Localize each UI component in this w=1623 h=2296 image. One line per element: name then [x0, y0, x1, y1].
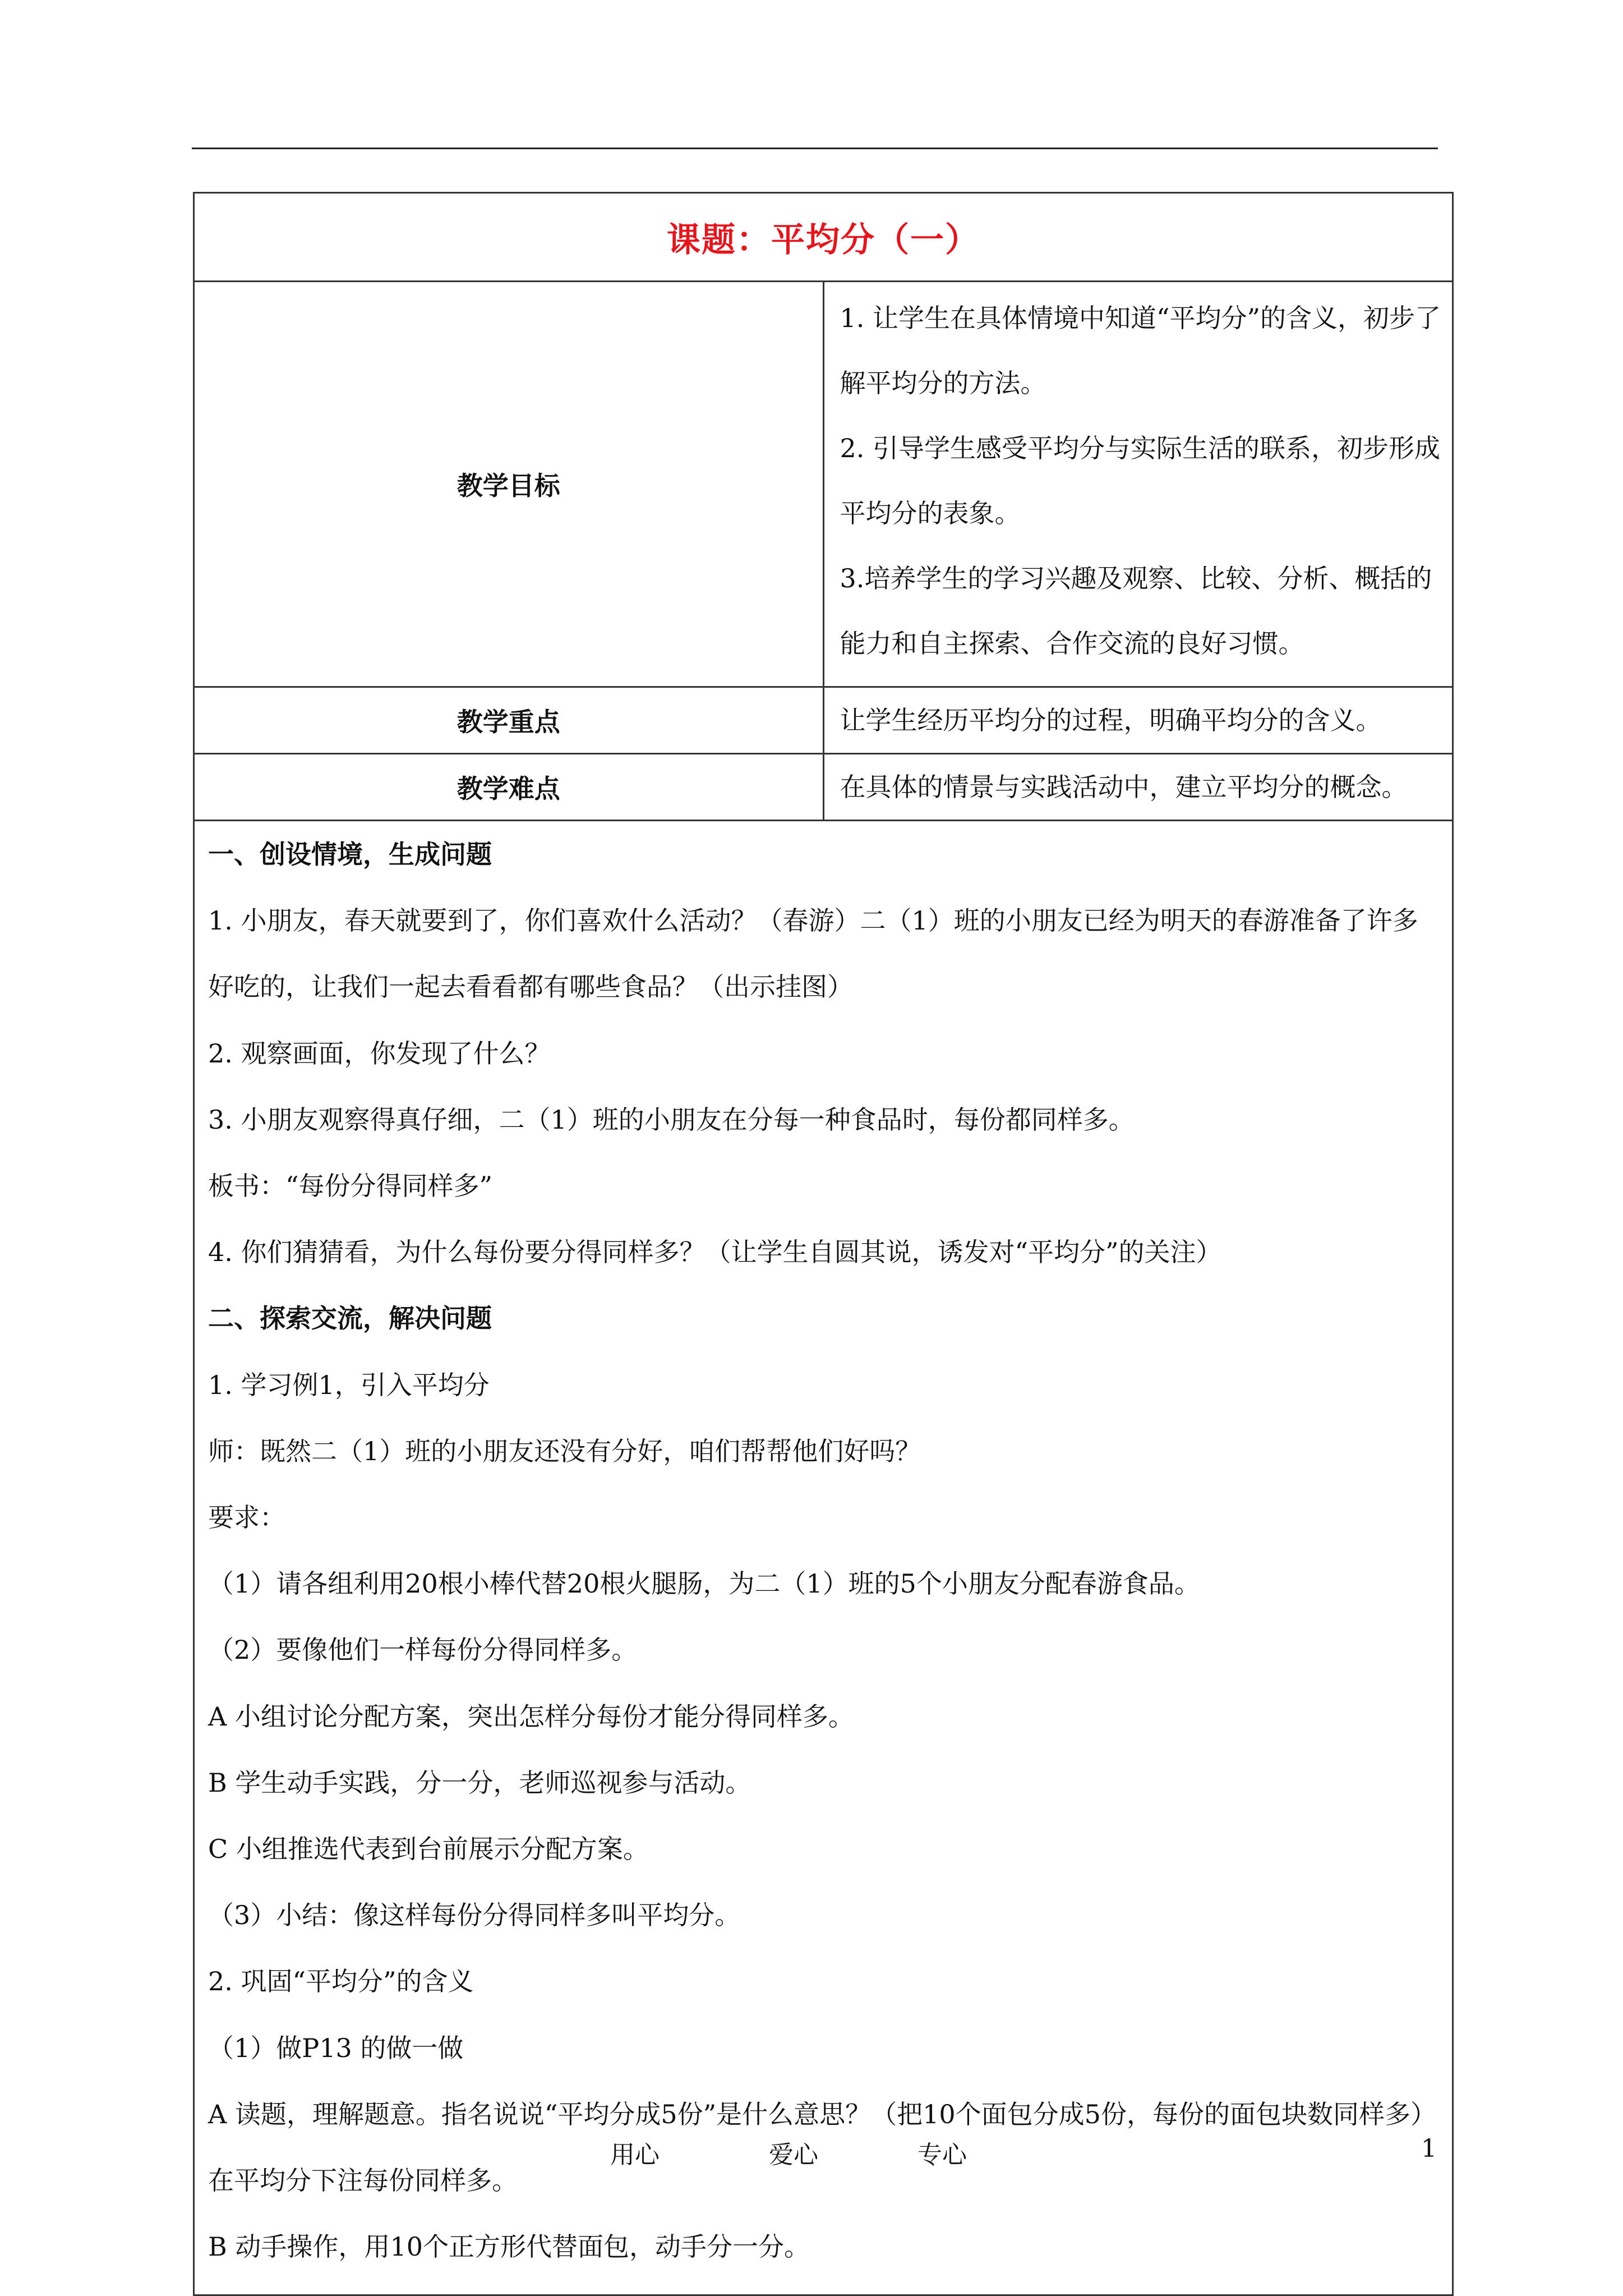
difficulty-label: 教学难点 — [194, 754, 824, 821]
process-line: B 动手操作，用10个正方形代替面包，动手分一分。 — [208, 2231, 810, 2262]
process-line: 师：既然二（1）班的小朋友还没有分好，咱们帮帮他们好吗？ — [208, 1435, 921, 1466]
process-line: 1. 小朋友，春天就要到了，你们喜欢什么活动？（春游）二（1）班的小朋友已经为明天的春游准备了许多好吃的，让我们一起去看看都有哪些食品？（出示挂图） — [208, 905, 1418, 1002]
section-heading: 一、创设情境，生成问题 — [208, 839, 492, 869]
footer-word: 用心 — [610, 2141, 660, 2169]
process-line: 板书：“每份分得同样多” — [208, 1171, 493, 1202]
goal-item: 2. 引导学生感受平均分与实际生活的联系，初步形成平均分的表象。 — [840, 433, 1441, 528]
page-number: 1 — [1421, 2134, 1437, 2163]
difficulty-content: 在具体的情景与实践活动中，建立平均分的概念。 — [823, 754, 1453, 821]
process-line: 要求： — [208, 1502, 285, 1533]
process-line: 1. 学习例1，引入平均分 — [208, 1369, 490, 1400]
process-line: （1）请各组利用20根小棒代替20根火腿肠，为二（1）班的5个小朋友分配春游食品。 — [208, 1568, 1200, 1599]
goals-content — [823, 282, 1453, 687]
process-line: 4. 你们猜猜看，为什么每份要分得同样多？（让学生自圆其说，诱发对“平均分”的关注） — [208, 1237, 1222, 1268]
process-line: 2. 巩固“平均分”的含义 — [208, 1966, 474, 1997]
key-point-label: 教学重点 — [194, 687, 824, 754]
footer-word: 专心 — [917, 2141, 967, 2169]
teaching-process — [194, 821, 1453, 2295]
goal-item: 3.培养学生的学习兴趣及观察、比较、分析、概括的能力和自主探索、合作交流的良好习惯。 — [840, 563, 1432, 659]
process-line: B 学生动手实践，分一分，老师巡视参与活动。 — [208, 1767, 751, 1798]
goals-label: 教学目标 — [194, 282, 824, 687]
process-line: （2）要像他们一样每份分得同样多。 — [208, 1635, 638, 1665]
lesson-title: 课题：平均分（一） — [194, 193, 1453, 282]
process-line: 2. 观察画面，你发现了什么？ — [208, 1038, 551, 1069]
goal-item: 1. 让学生在具体情境中知道“平均分”的含义，初步了解平均分的方法。 — [840, 303, 1441, 398]
process-line: C 小组推选代表到台前展示分配方案。 — [208, 1834, 649, 1865]
section-heading: 二、探索交流，解决问题 — [208, 1303, 492, 1334]
key-point-content: 让学生经历平均分的过程，明确平均分的含义。 — [823, 687, 1453, 754]
header-rule — [192, 148, 1438, 149]
process-line: A 读题，理解题意。指名说说“平均分成5份”是什么意思？（把10个面包分成5份，每份的面包块数同样多）在平均分下注每份同样多。 — [208, 2099, 1436, 2196]
lesson-plan-table — [193, 192, 1454, 2296]
footer-word: 爱心 — [769, 2141, 818, 2169]
process-line: （3）小结：像这样每份分得同样多叫平均分。 — [208, 1900, 741, 1931]
process-line: （1）做P13 的做一做 — [208, 2032, 464, 2063]
process-line: A 小组讨论分配方案，突出怎样分每份才能分得同样多。 — [208, 1701, 854, 1732]
process-line: 3. 小朋友观察得真仔细，二（1）班的小朋友在分每一种食品时，每份都同样多。 — [208, 1104, 1135, 1135]
